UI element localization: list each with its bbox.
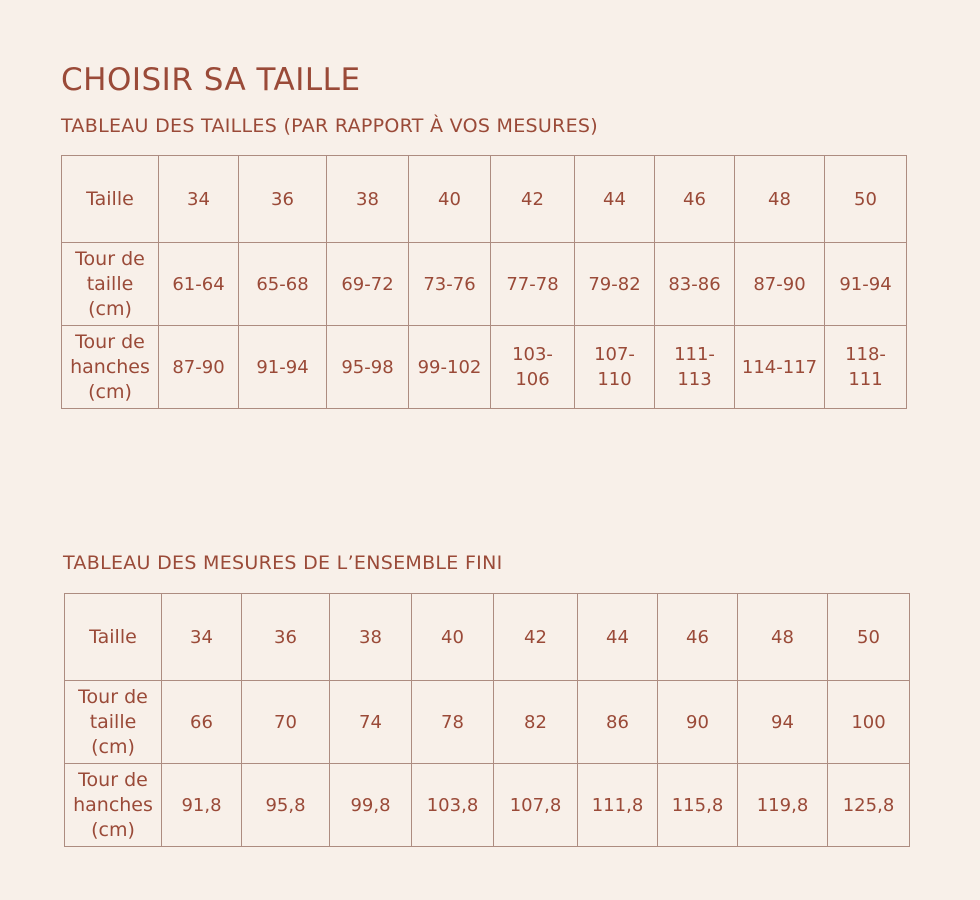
table-cell: 65-68 bbox=[239, 243, 327, 326]
table-cell: 86 bbox=[578, 681, 658, 764]
table-cell: 82 bbox=[494, 681, 578, 764]
table-cell: 70 bbox=[242, 681, 330, 764]
table-cell: 95,8 bbox=[242, 764, 330, 847]
table-header-row bbox=[62, 156, 907, 243]
header-label: Taille bbox=[62, 156, 159, 243]
table-cell bbox=[825, 326, 907, 409]
size-header: 46 bbox=[658, 594, 738, 681]
row-label bbox=[62, 326, 159, 409]
cell-text: 107-110 bbox=[594, 344, 635, 390]
table-cell: 87-90 bbox=[735, 243, 825, 326]
row-label-text: Tour de hanches (cm) bbox=[73, 768, 153, 841]
size-header: 40 bbox=[412, 594, 494, 681]
table-cell: 66 bbox=[162, 681, 242, 764]
table-cell bbox=[491, 326, 575, 409]
row-label bbox=[65, 764, 162, 847]
table-row bbox=[62, 326, 907, 409]
table-cell: 91-94 bbox=[825, 243, 907, 326]
size-header: 42 bbox=[491, 156, 575, 243]
table-cell: 111,8 bbox=[578, 764, 658, 847]
table-cell: 103,8 bbox=[412, 764, 494, 847]
table-cell: 61-64 bbox=[159, 243, 239, 326]
table-cell: 91-94 bbox=[239, 326, 327, 409]
table-cell: 73-76 bbox=[409, 243, 491, 326]
table-cell: 99,8 bbox=[330, 764, 412, 847]
table-cell: 100 bbox=[828, 681, 910, 764]
table-cell: 90 bbox=[658, 681, 738, 764]
size-header: 42 bbox=[494, 594, 578, 681]
page-title: CHOISIR SA TAILLE bbox=[61, 62, 361, 98]
cell-text: 118-111 bbox=[845, 344, 886, 390]
header-label: Taille bbox=[65, 594, 162, 681]
cell-text: 103-106 bbox=[512, 344, 553, 390]
table-cell: 95-98 bbox=[327, 326, 409, 409]
table-cell: 79-82 bbox=[575, 243, 655, 326]
size-header: 46 bbox=[655, 156, 735, 243]
size-header: 50 bbox=[828, 594, 910, 681]
finished-measurements-table bbox=[64, 593, 910, 847]
size-header: 40 bbox=[409, 156, 491, 243]
size-header: 36 bbox=[239, 156, 327, 243]
row-label-text: Tour de taille (cm) bbox=[75, 247, 145, 320]
size-header: 34 bbox=[159, 156, 239, 243]
table-cell: 99-102 bbox=[409, 326, 491, 409]
size-header: 44 bbox=[575, 156, 655, 243]
table-cell: 107,8 bbox=[494, 764, 578, 847]
cell-text: 111-113 bbox=[674, 344, 715, 390]
size-header: 48 bbox=[738, 594, 828, 681]
row-label-text: Tour de taille (cm) bbox=[78, 685, 148, 758]
row-label bbox=[65, 681, 162, 764]
size-header: 36 bbox=[242, 594, 330, 681]
table-cell bbox=[575, 326, 655, 409]
size-header: 38 bbox=[327, 156, 409, 243]
size-header: 38 bbox=[330, 594, 412, 681]
row-label bbox=[62, 243, 159, 326]
table-cell: 91,8 bbox=[162, 764, 242, 847]
table-cell: 69-72 bbox=[327, 243, 409, 326]
table-cell: 114-117 bbox=[735, 326, 825, 409]
table-cell: 94 bbox=[738, 681, 828, 764]
finished-measurements-heading: TABLEAU DES MESURES DE L’ENSEMBLE FINI bbox=[63, 552, 503, 574]
table-row bbox=[62, 243, 907, 326]
size-header: 48 bbox=[735, 156, 825, 243]
table-cell: 115,8 bbox=[658, 764, 738, 847]
size-chart-table bbox=[61, 155, 907, 409]
table-cell: 74 bbox=[330, 681, 412, 764]
row-label-text: Tour de hanches (cm) bbox=[70, 330, 150, 403]
table-cell: 83-86 bbox=[655, 243, 735, 326]
size-chart-heading: TABLEAU DES TAILLES (PAR RAPPORT À VOS MESURES) bbox=[61, 115, 598, 137]
table-cell bbox=[655, 326, 735, 409]
size-header: 44 bbox=[578, 594, 658, 681]
table-cell: 87-90 bbox=[159, 326, 239, 409]
table-row bbox=[65, 681, 910, 764]
table-cell: 125,8 bbox=[828, 764, 910, 847]
size-header: 34 bbox=[162, 594, 242, 681]
table-cell: 77-78 bbox=[491, 243, 575, 326]
table-cell: 119,8 bbox=[738, 764, 828, 847]
table-row bbox=[65, 764, 910, 847]
size-header: 50 bbox=[825, 156, 907, 243]
table-cell: 78 bbox=[412, 681, 494, 764]
table-header-row bbox=[65, 594, 910, 681]
